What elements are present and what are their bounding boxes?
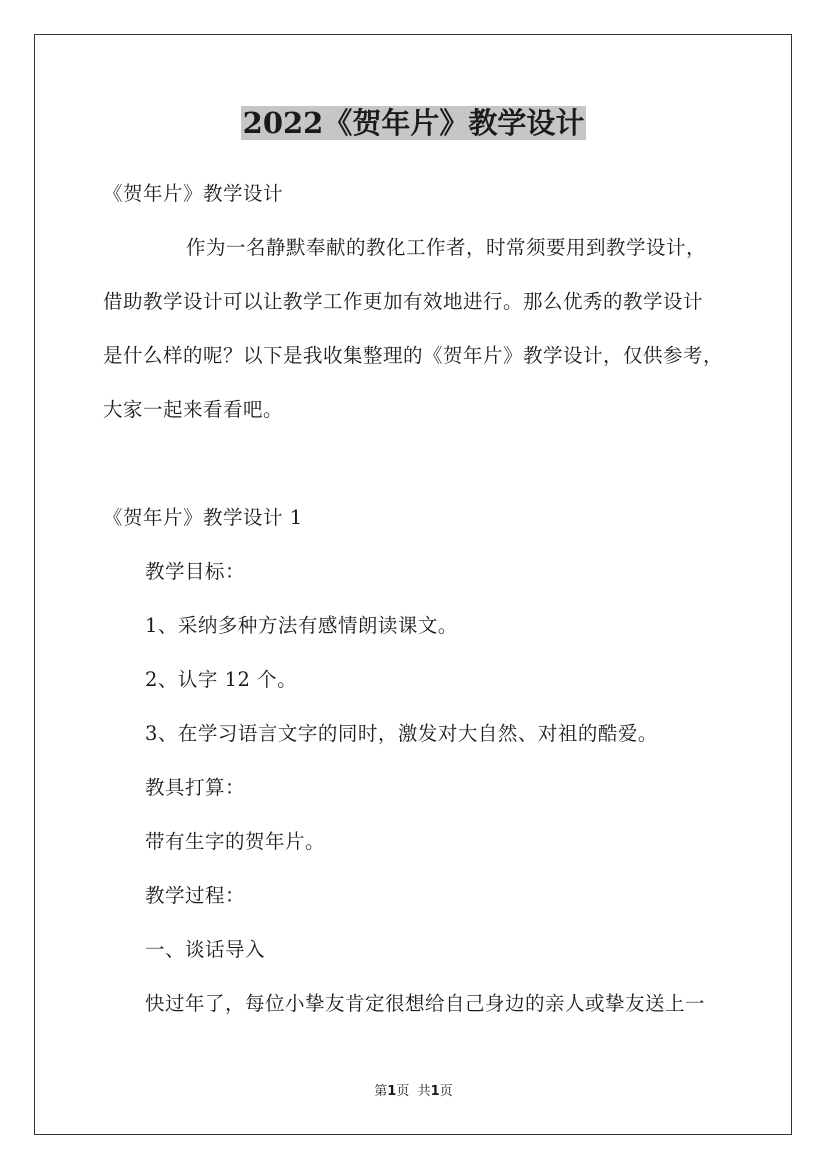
body-line: 一、谈话导入: [145, 938, 266, 961]
intro-line: 作为一名静默奉献的教化工作者，时常须要用到教学设计，: [186, 236, 707, 259]
intro-line: 是什么样的呢？以下是我收集整理的《贺年片》教学设计，仅供参考，: [103, 344, 724, 367]
footer-total-pages: 1: [430, 1084, 440, 1099]
body-line: 教具打算：: [145, 776, 246, 799]
section-heading: 《贺年片》教学设计 1: [103, 506, 303, 529]
footer-total-prefix: 共: [417, 1084, 431, 1099]
body-line: 带有生字的贺年片。: [145, 830, 326, 853]
intro-line: 大家一起来看看吧。: [103, 398, 284, 421]
body-line: 教学目标：: [145, 560, 246, 583]
document-title: [0, 102, 827, 144]
footer-total-suffix: 页: [439, 1084, 453, 1099]
intro-line: 借助教学设计可以让教学工作更加有效地进行。那么优秀的教学设计: [103, 290, 704, 313]
footer-page-prefix: 第: [374, 1084, 388, 1099]
body-line: 2、认字 12 个。: [145, 668, 298, 691]
document-subtitle: 《贺年片》教学设计: [103, 182, 284, 205]
body-line: 快过年了，每位小挚友肯定很想给自己身边的亲人或挚友送上一: [145, 992, 706, 1015]
page-footer: [0, 1083, 827, 1101]
body-line: 教学过程：: [145, 884, 246, 907]
footer-page-number: 1: [387, 1084, 397, 1099]
document-title-text: 2022《贺年片》教学设计: [242, 106, 585, 140]
footer-page-suffix: 页: [396, 1084, 410, 1099]
body-line: 3、在学习语言文字的同时，激发对大自然、对祖的酷爱。: [145, 722, 658, 745]
body-line: 1、采纳多种方法有感情朗读课文。: [145, 614, 458, 637]
